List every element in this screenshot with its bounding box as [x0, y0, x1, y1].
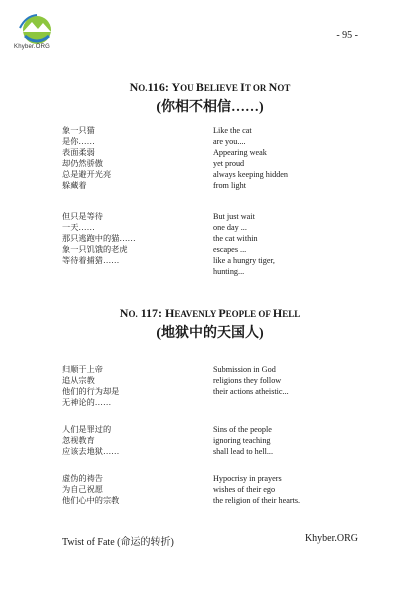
footer-book-title: Twist of Fate (命运的转折): [62, 537, 174, 548]
stanza: [62, 211, 136, 266]
poem-line: from light: [213, 181, 246, 190]
poem-117-chinese: [62, 364, 119, 518]
stanza: [62, 364, 119, 408]
page-number: - 95 -: [336, 30, 358, 41]
poem-line: 虚伪的祷告: [62, 474, 103, 483]
poem-line: Like the cat: [213, 126, 252, 135]
poem-line: 那只逃跑中的猫……: [62, 234, 136, 243]
poem-line: 应该去地狱……: [62, 447, 120, 456]
stanza: [62, 473, 119, 506]
poem-117-english: [213, 364, 300, 518]
stanza: [62, 424, 119, 457]
poem-line: 忽视教育: [62, 436, 95, 445]
poem-line: 表面柔弱: [62, 148, 95, 157]
poem-line: are you....: [213, 137, 246, 146]
poem-117-title: NO. 117: HEAVENLY PEOPLE OF HELL: [119, 306, 301, 320]
poem-line: Appearing weak: [213, 148, 267, 157]
poem-line: the religion of their hearts.: [213, 496, 301, 505]
stanza: [213, 211, 288, 277]
poem-line: 他们心中的宗教: [62, 496, 120, 505]
poem-line: Hypocrisy in prayers: [213, 474, 282, 483]
poem-line: 人们是罪过的: [62, 425, 112, 434]
poem-line: Submission in God: [213, 365, 276, 374]
poem-line: one day ...: [213, 223, 247, 232]
poem-line: 一天……: [62, 223, 95, 232]
poem-line: the cat within: [213, 234, 258, 243]
poem-line: ignoring teaching: [213, 436, 271, 445]
stanza: [213, 125, 288, 191]
poem-line: 象一只猫: [62, 126, 95, 135]
poem-line: their actions atheistic...: [213, 387, 289, 396]
poem-116-english: [213, 125, 288, 289]
stanza: [213, 364, 300, 397]
poem-116-title: NO.116: YOU BELIEVE IT OR NOT: [129, 80, 291, 94]
poem-line: Sins of the people: [213, 425, 272, 434]
poem-line: hunting...: [213, 267, 245, 276]
poem-117-subtitle: (地狱中的天国人): [156, 326, 264, 341]
stanza: [213, 473, 300, 506]
khyber-logo: [12, 12, 62, 58]
poem-line: 归顺于上帝: [62, 365, 103, 374]
logo-text: Khyber.ORG: [14, 44, 51, 50]
poem-line: 为自己祝愿: [62, 485, 103, 494]
poem-line: yet proud: [213, 159, 245, 168]
poem-line: wishes of their ego: [213, 485, 276, 494]
poem-116-subtitle: (你相不相信……): [156, 100, 264, 115]
footer-site: Khyber.ORG: [304, 533, 358, 544]
poem-line: But just wait: [213, 212, 255, 221]
poem-line: 等待着捕猎……: [62, 256, 120, 265]
stanza: [62, 125, 136, 191]
poem-line: escapes ...: [213, 245, 247, 254]
poem-line: like a hungry tiger,: [213, 256, 275, 265]
poem-line: always keeping hidden: [213, 170, 289, 179]
poem-line: 象一只饥饿的老虎: [62, 245, 128, 254]
poem-line: 是你……: [62, 137, 95, 146]
poem-116-chinese: [62, 125, 136, 278]
poem-line: 他们的行为却是: [62, 387, 120, 396]
poem-line: shall lead to hell...: [213, 447, 274, 456]
poem-line: 追从宗教: [62, 376, 95, 385]
poem-line: 躲藏着: [62, 181, 87, 190]
poem-line: 无神论的……: [62, 398, 112, 407]
poem-line: 总是避开光亮: [62, 170, 112, 179]
poem-line: 但只是等待: [62, 212, 103, 221]
stanza: [213, 424, 300, 457]
poem-line: religions they follow: [213, 376, 282, 385]
poem-line: 却仍然骄傲: [62, 159, 103, 168]
